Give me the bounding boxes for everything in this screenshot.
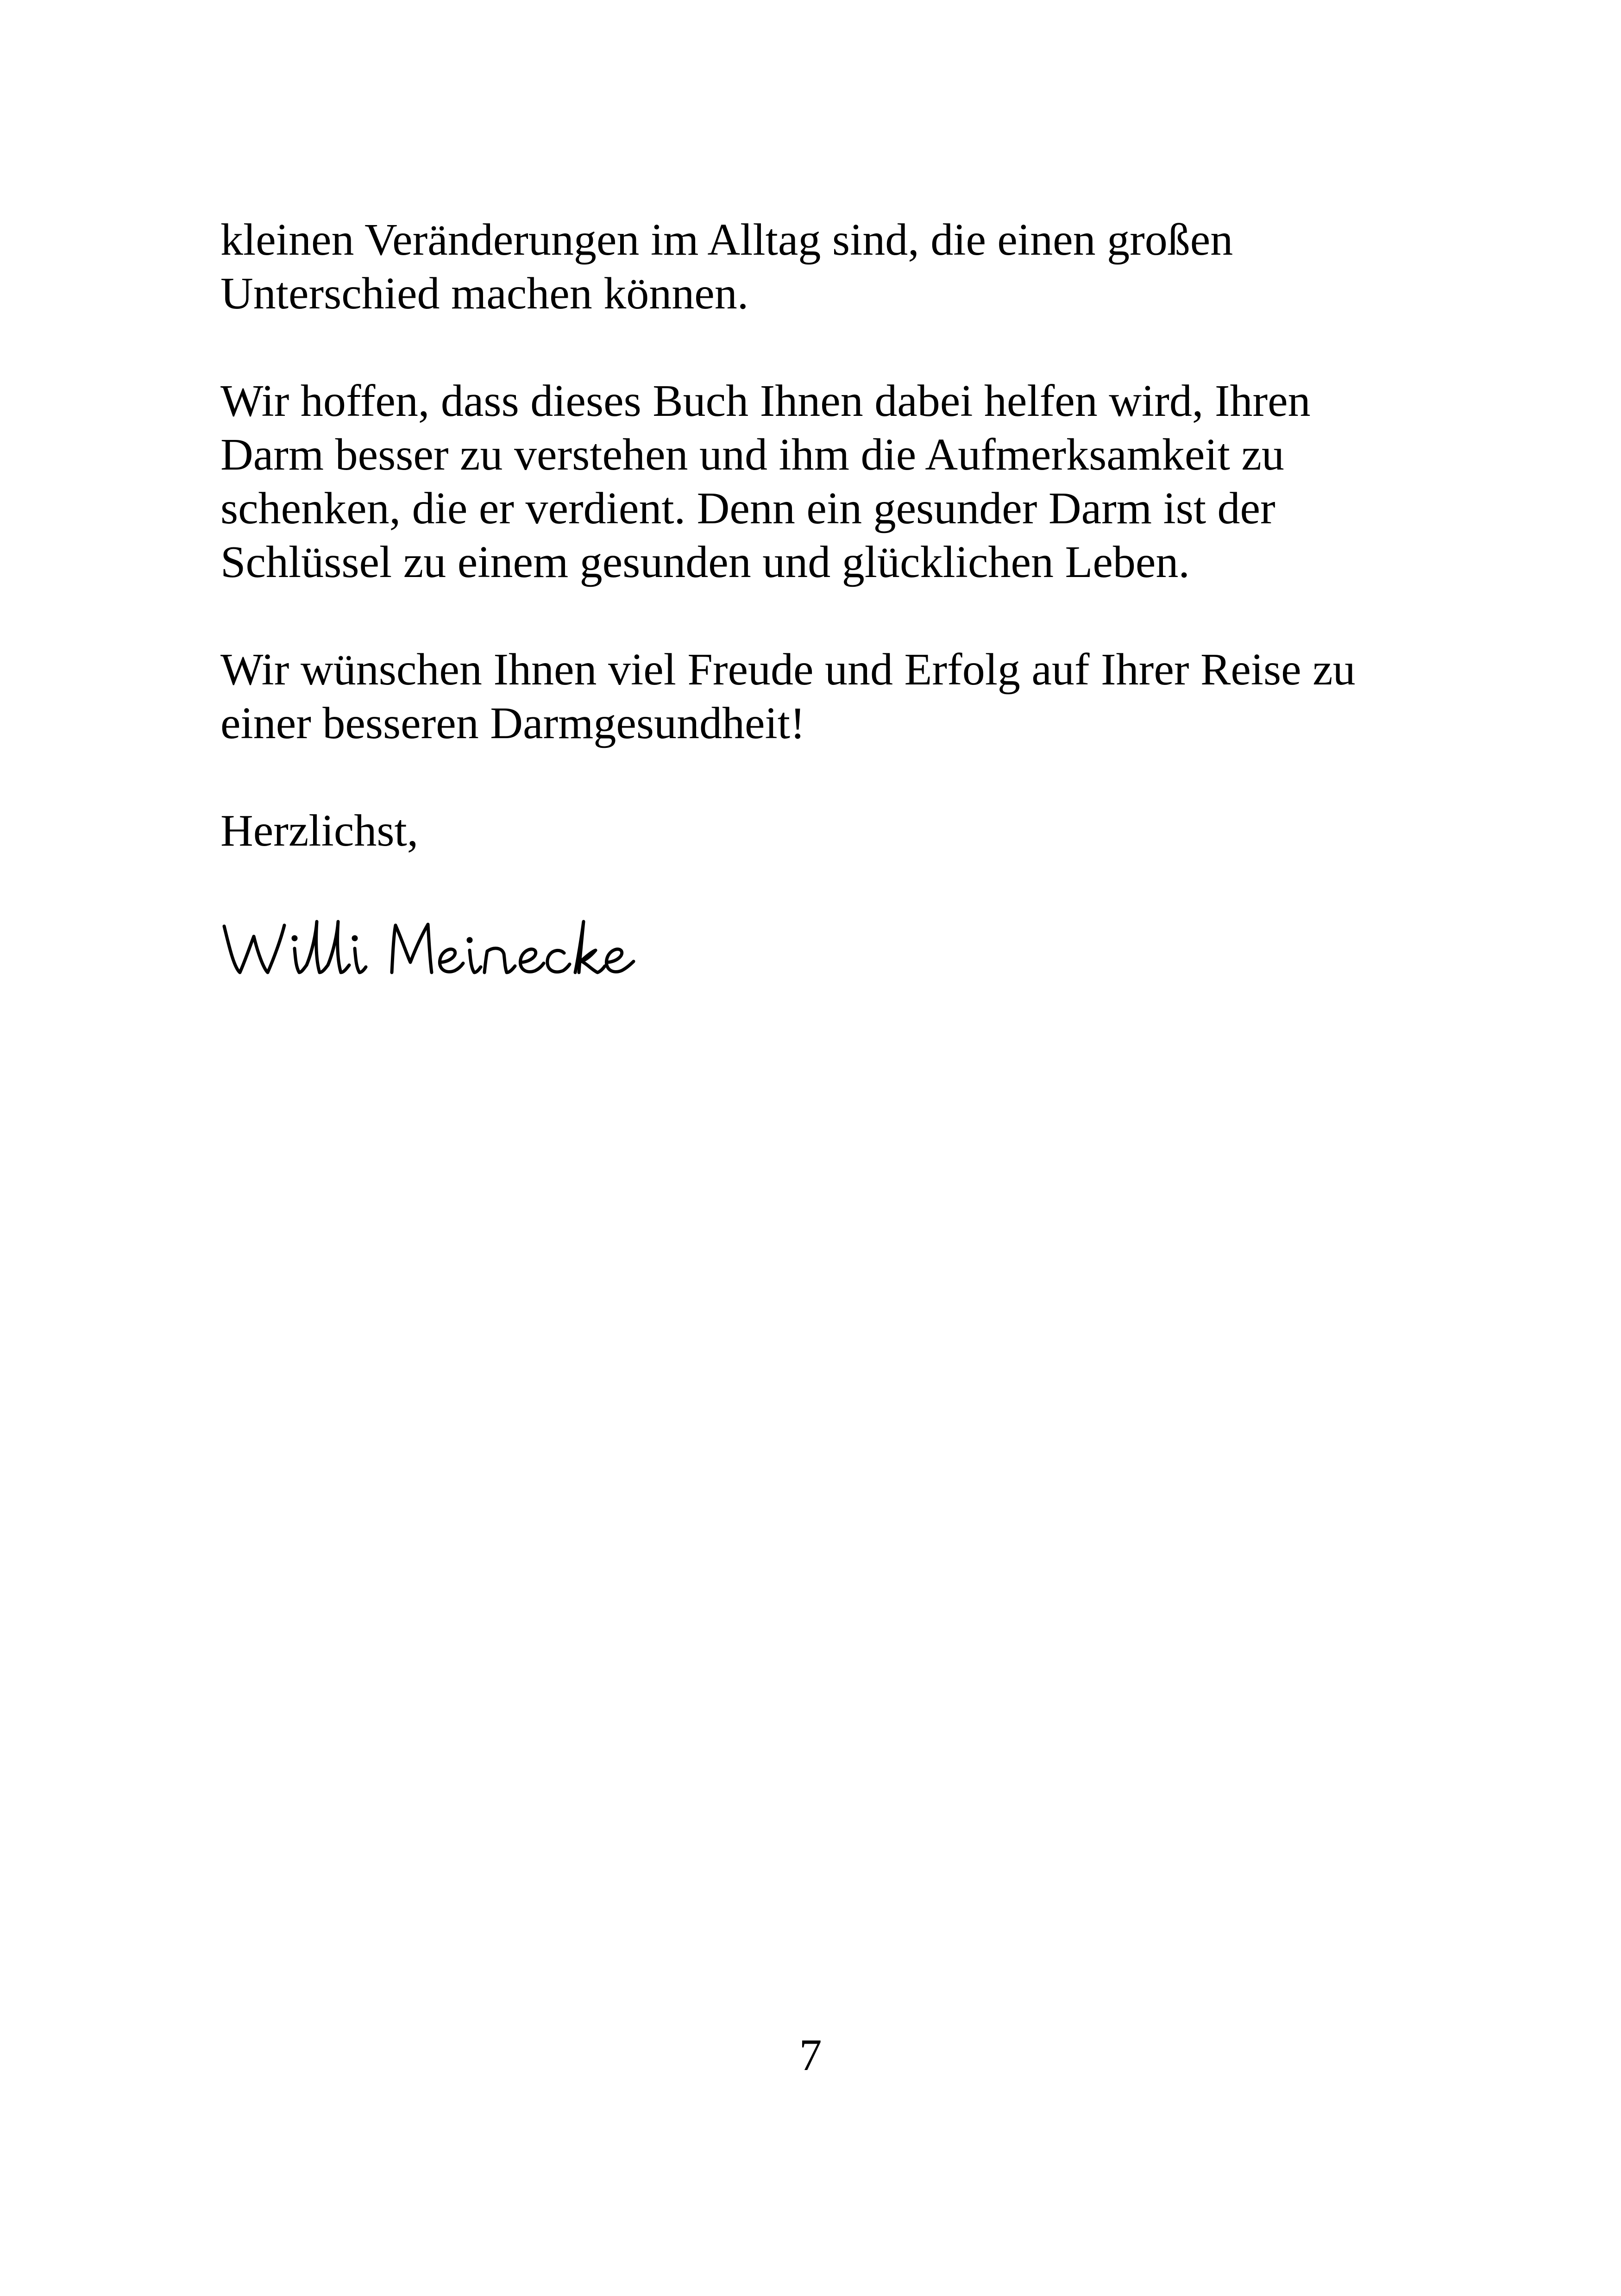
signature-drawing bbox=[220, 908, 637, 986]
handwritten-signature bbox=[220, 908, 637, 986]
paragraph-closing-1: kleinen Veränderungen im Alltag sind, die einen großen Unterschied machen können. bbox=[220, 215, 1233, 319]
page-number: 7 bbox=[799, 2030, 822, 2080]
body-text bbox=[220, 213, 1425, 911]
salutation: Herzlichst, bbox=[220, 806, 419, 856]
paragraph-closing-3: Wir wünschen Ihnen viel Freude und Erfolg auf Ihrer Reise zu einer besseren Darmgesundheit! bbox=[220, 645, 1356, 748]
paragraph-closing-2: Wir hoffen, dass dieses Buch Ihnen dabei helfen wird, Ihren Darm besser zu verstehen und ihm die Aufmerksamkeit zu schenken, die er verdient. Denn ein gesunder Darm ist der Schlüssel zu einem gesunden und glücklichen Leben. bbox=[220, 376, 1311, 587]
